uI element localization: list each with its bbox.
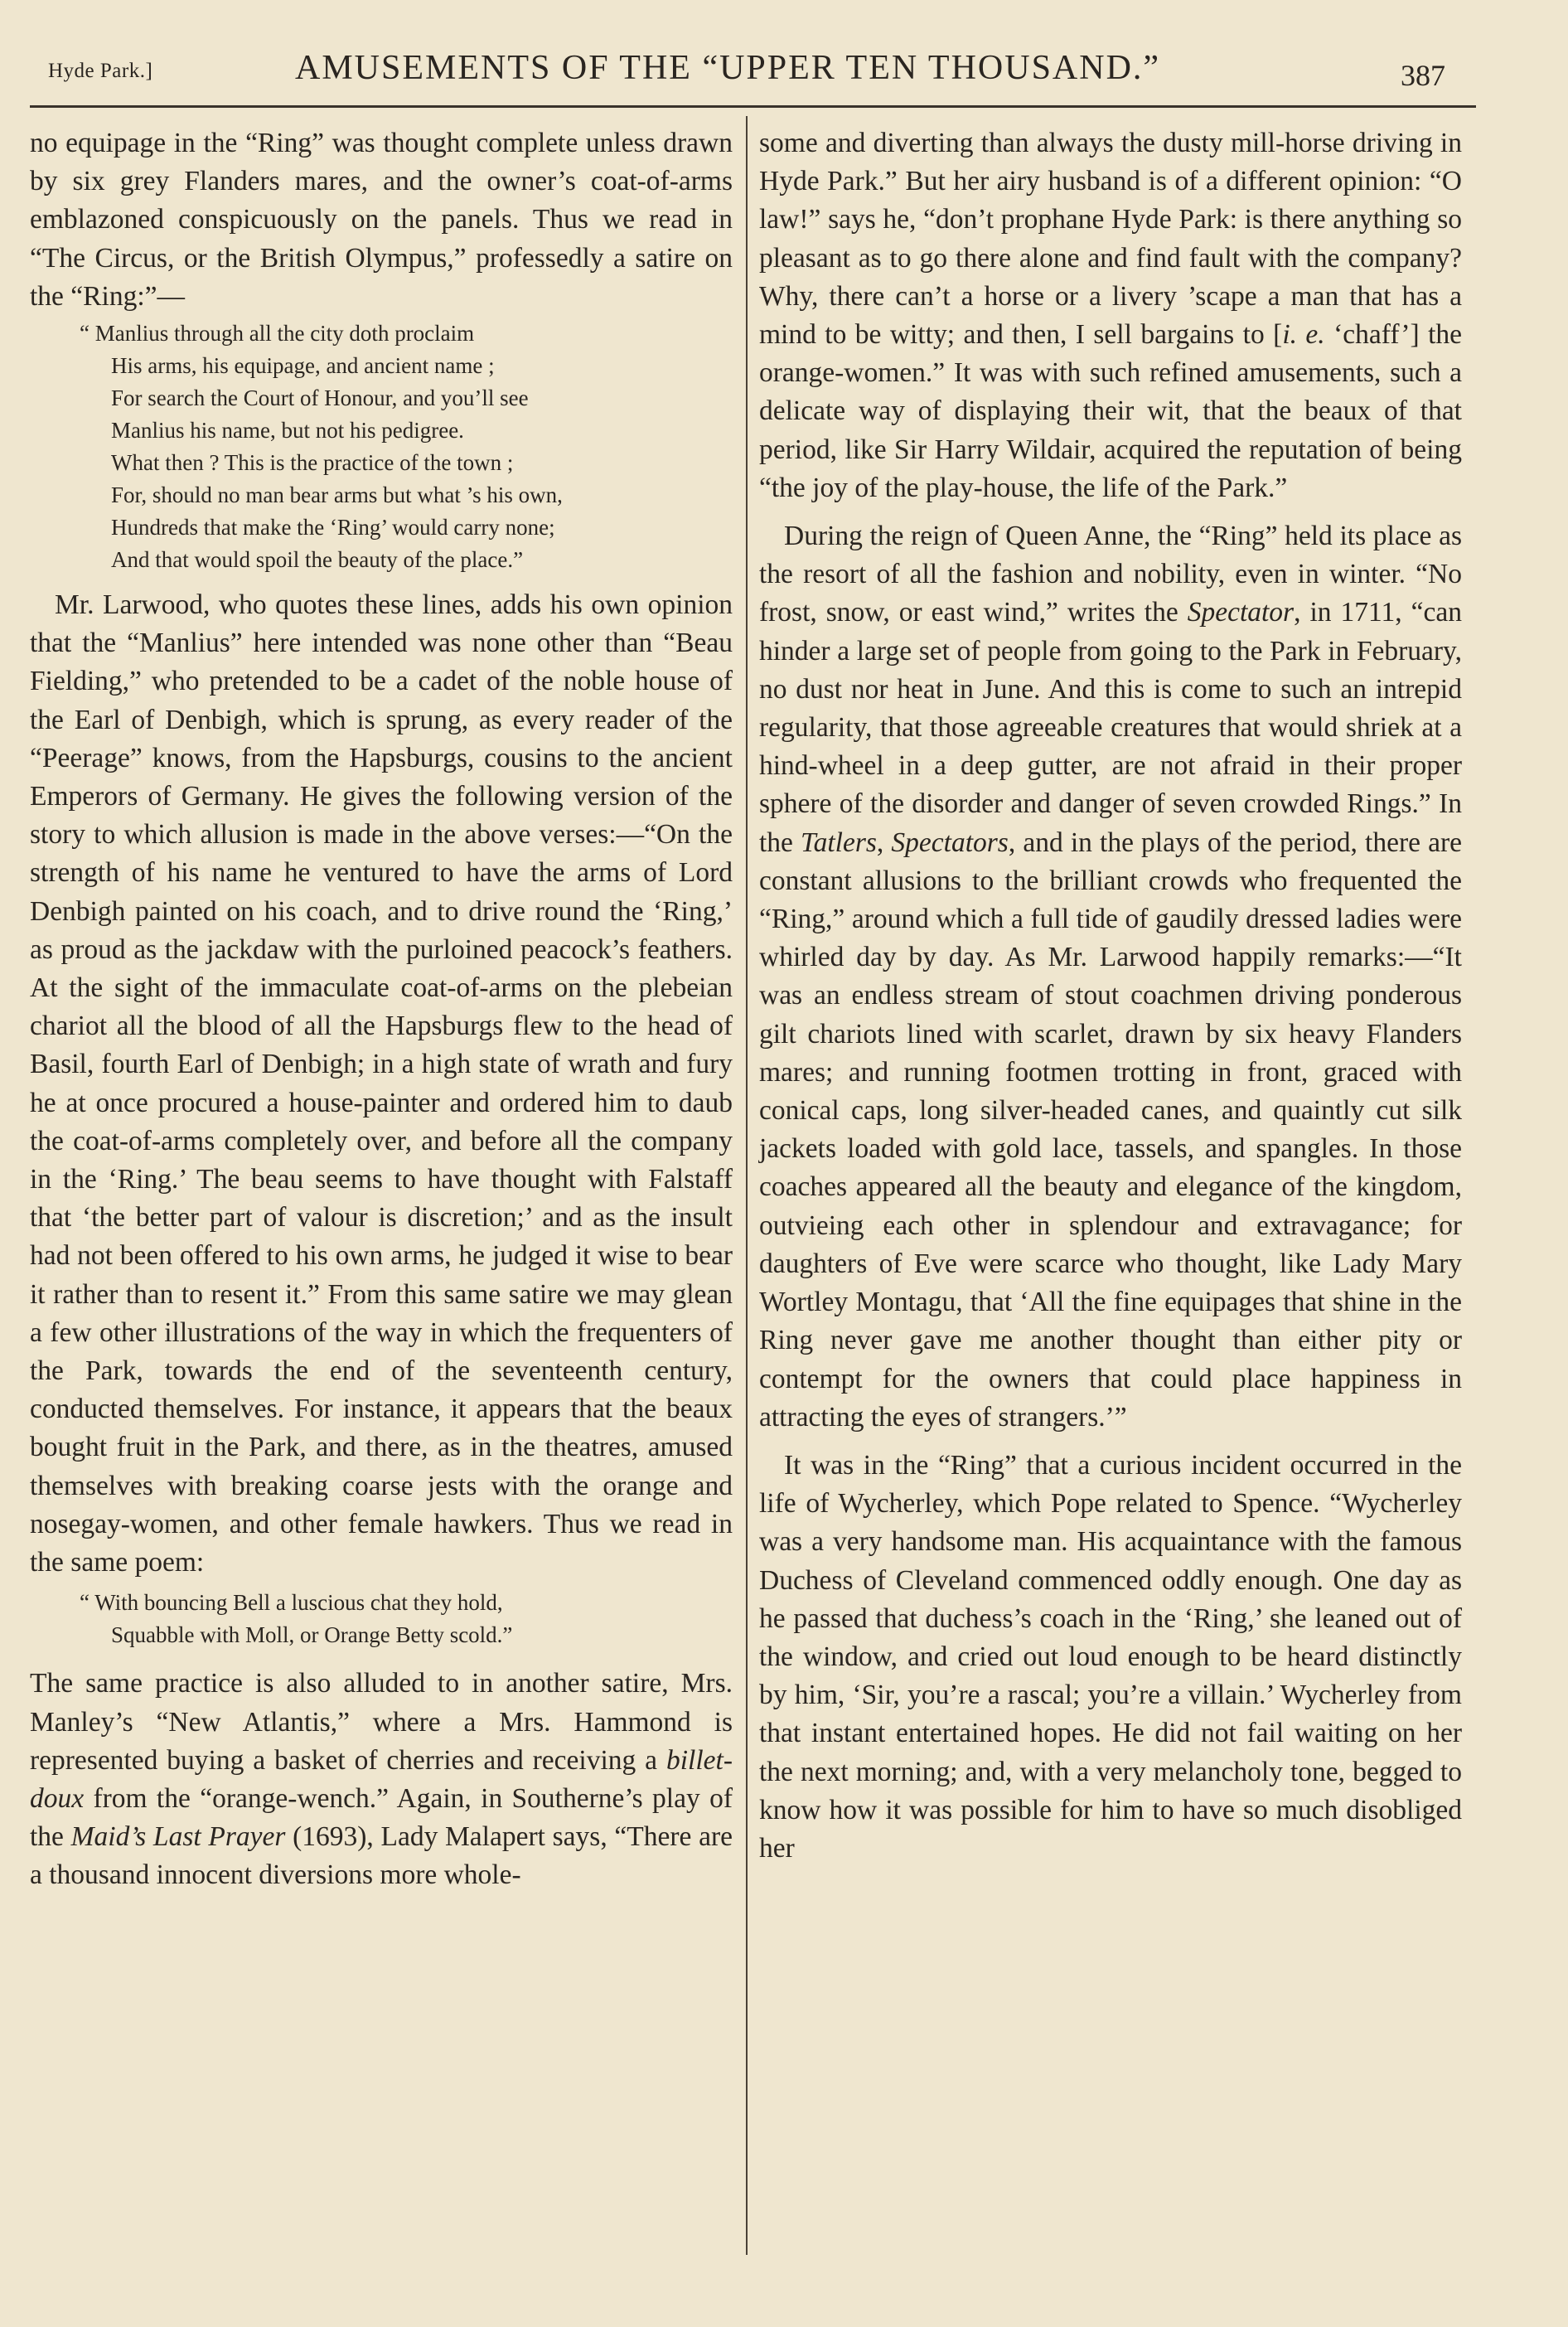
- italic-title: Tatlers: [801, 827, 877, 858]
- verse-quotation: [80, 1587, 733, 1651]
- text-run: ,: [876, 827, 892, 858]
- paragraph: Mr. Larwood, who quotes these lines, adds his own opinion that the “Manlius” here intended was none other than “Beau Fielding,” who pretended to be a cadet of the noble house of the Earl of Denbigh, which is sprung, as every reader of the “Peerage” knows, from the Hapsburgs, cousins to the ancient Emperors of Germany. He gives the following version of the story to which allusion is made in the above verses:—“On the strength of his name he ventured to have the arms of Lord Denbigh painted on his coach, and to drive round the ‘Ring,’ as proud as the jackdaw with the purloined peacock’s feathers. At the sight of the immaculate coat-of-arms on the plebeian chariot all the blood of all the Hapsburgs flew to the head of Basil, fourth Earl of Denbigh; in a high state of wrath and fury he at once procured a house-painter and ordered him to daub the coat-of-arms completely over, and before all the company in the ‘Ring.’ The beau seems to have thought with Falstaff that ‘the better part of valour is discretion;’ and as the insult had not been offered to his own arms, he judged it wise to bear it rather than to resent it.” From this same satire we may glean a few other illustrations of the way in which the frequenters of the Park, towards the end of the seventeenth century, conducted themselves. For instance, it appears that the beaux bought fruit in the Park, and there, as in the theatres, amused themselves with breaking coarse jests with the orange and nosegay-women, and other female hawkers. Thus we read in the same poem:: [30, 589, 733, 1578]
- italic-title: billet-doux: [30, 1744, 733, 1814]
- verse-line: His arms, his equipage, and ancient name ;: [111, 353, 495, 379]
- italic-title: Spectators: [891, 827, 1009, 858]
- paragraph: It was in the “Ring” that a curious incident occurred in the life of Wycherley, which Pope related to Spence. “Wycherley was a very handsome man. His acquaintance with the famous Duchess of Cleveland commenced oddly enough. One day as he passed that duchess’s coach in the ‘Ring,’ she leaned out of the window, and cried out loud enough to be heard distinctly by him, ‘Sir, you’re a rascal; you’re a villain.’ Wycherley from that instant entertained hopes. He did not fail waiting on her the next morning; and, with a very melancholy tone, begged to know how it was possible for him to have so much disobliged her: [759, 1449, 1462, 1864]
- verse-line: What then ? This is the practice of the town ;: [111, 450, 514, 476]
- text-run: , and in the plays of the period, there are constant allusions to the brilliant crowds who frequented the “Ring,” around which a full tide of gaudily dressed ladies were whirled day by day. As Mr. Larwood happily remarks:—“It was an endless stream of stout coachmen driving ponderous gilt chariots lined with scarlet, drawn by six heavy Flanders mares; and running footmen trotting in front, graced with conical caps, long silver-headed canes, and quaintly cut silk jackets loaded with gold lace, tassels, and spangles. In those coaches appeared all the beauty and elegance of the kingdom, outvieing each other in splendour and extravagance; for daughters of Eve were scarce who thought, like Lady Mary Wortley Montagu, that ‘All the fine equipages that shine in the Ring never gave me another thought than either pity or contempt for the owners that could place happiness in attracting the eyes of strangers.’”: [759, 827, 1462, 1433]
- text-run: During the reign of Queen Anne, the “Ring” held its place as the resort of all the fashion and nobility, even in winter. “No frost, snow, or east wind,” writes the: [759, 521, 1462, 628]
- page-number: 387: [1401, 59, 1445, 92]
- text-run: , in 1711, “can hinder a large set of people from going to the Park in February, no dust nor heat in June. And this is come to such an intrepid regularity, that those agreeable creatures that would shriek at a hind-wheel in a deep gutter, are not afraid in their proper sphere of the disorder and danger of seven crowded Rings.” In the: [759, 597, 1462, 858]
- paragraph-gap: [759, 507, 1462, 517]
- text-run: ‘chaff’] the orange-women.” It was with such refined amusements, such a delicate way of displaying their wit, that the beaux of that period, like Sir Harry Wildair, acquired the reputation of being “the joy of the play-house, the life of the Park.”: [759, 319, 1463, 503]
- running-head-section: Hyde Park.]: [48, 60, 153, 82]
- text-run: from the “orange-wench.” Again, in Southerne’s play of the: [30, 1782, 733, 1853]
- header-rule: [30, 105, 1476, 108]
- verse-line: Squabble with Moll, or Orange Betty scold.”: [111, 1622, 513, 1648]
- verse-quotation: [80, 318, 733, 576]
- verse-line: “ With bouncing Bell a luscious chat they hold,: [80, 1590, 503, 1616]
- running-head: [30, 48, 1476, 101]
- paragraph: [30, 1665, 733, 1894]
- column-divider: [746, 116, 748, 2255]
- paragraph-gap: [759, 1437, 1462, 1447]
- verse-line: And that would spoil the beauty of the place.”: [111, 547, 524, 573]
- text-run: The same practice is also alluded to in another satire, Mrs. Manley’s “New Atlantis,” where a Mrs. Hammond is represented buying a basket of cherries and receiving a: [30, 1668, 733, 1776]
- italic-title: Maid’s Last Prayer: [70, 1821, 286, 1853]
- italic-abbrev: i. e.: [1282, 319, 1325, 351]
- paragraph: no equipage in the “Ring” was thought complete unless drawn by six grey Flanders mares, and the owner’s coat-of-arms emblazoned conspicuously on the panels. Thus we read in “The Circus, or the British Olympus,” professedly a satire on the “Ring:”—: [30, 128, 733, 312]
- text-run: some and diverting than always the dusty mill-horse driving in Hyde Park.” But her airy husband is of a different opinion: “O law!” says he, “don’t prophane Hyde Park: is there anything so pleasant as to go there alone and find fault with the company? Why, there can’t a horse or a livery ’scape a man that has a mind to be witty; and then, I sell bargains to [: [759, 128, 1462, 351]
- italic-title: Spectator: [1187, 597, 1295, 628]
- verse-line: For search the Court of Honour, and you’ll see: [111, 385, 529, 411]
- running-head-title: AMUSEMENTS OF THE “UPPER TEN THOUSAND.”: [295, 49, 1161, 87]
- text-run: (1693), Lady Malapert says, “There are a thousand innocent diversions more whole-: [30, 1821, 733, 1891]
- right-column: [759, 124, 1462, 1868]
- verse-line: Manlius his name, but not his pedigree.: [111, 418, 464, 444]
- verse-line: “ Manlius through all the city doth proclaim: [80, 321, 475, 347]
- verse-line: For, should no man bear arms but what ’s his own,: [111, 482, 563, 508]
- verse-line: Hundreds that make the ‘Ring’ would carry none;: [111, 515, 555, 541]
- paragraph: [759, 517, 1462, 1437]
- paragraph: [759, 124, 1462, 507]
- left-column: [30, 124, 733, 1895]
